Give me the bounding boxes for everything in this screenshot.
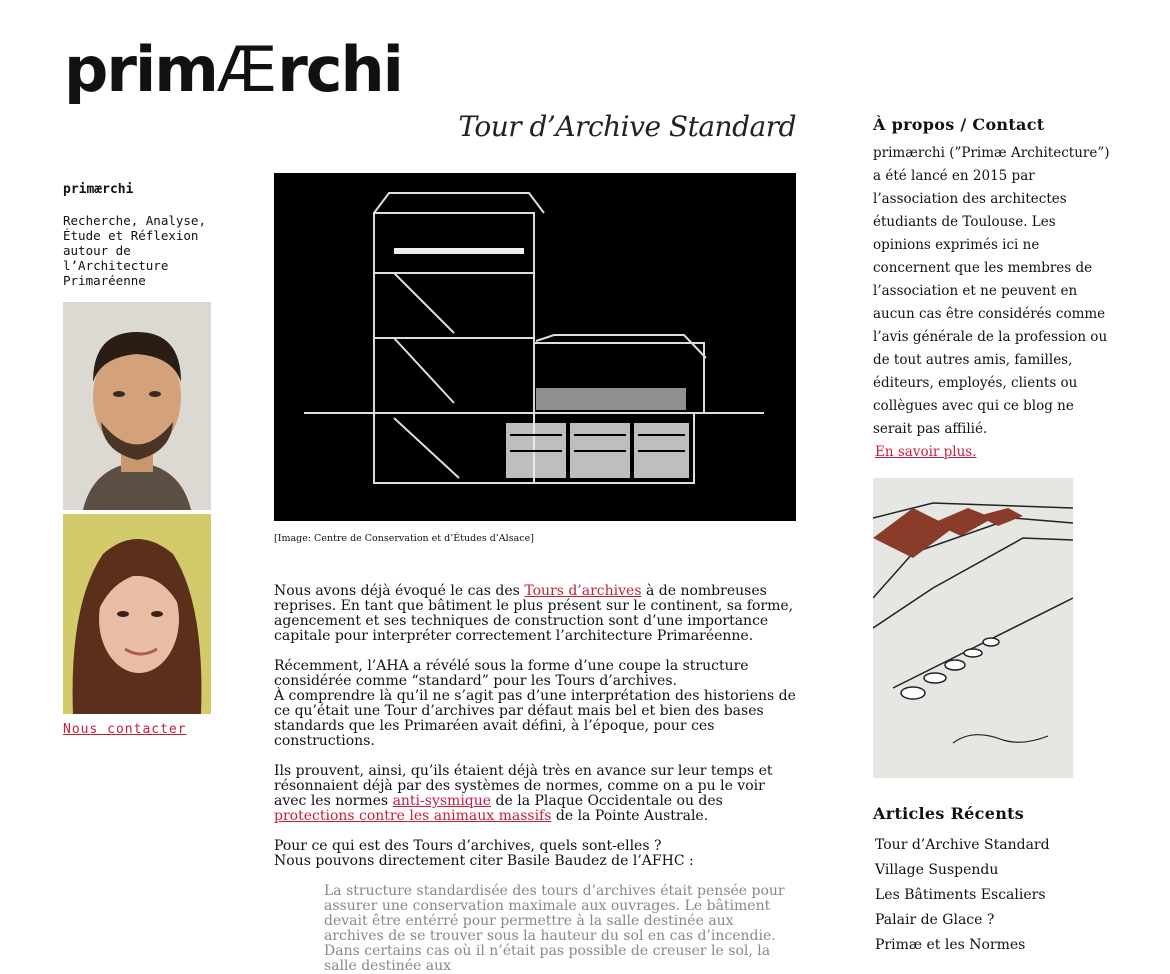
blockquote: La structure standardisée des tours d’archives était pensée pour assurer une conservation maximale aux ouvrages. Le bâtiment devait être entérré pour permettre à la salle destinée aux archives de se trouver sous la hauteur du sol en cas d’incendie. Dans certains cas où il n’était pas possible de creuser le sol, la salle destinée aux — [324, 883, 785, 974]
post-body — [274, 584, 796, 974]
p1-text-after: à de nombreuses reprises. En tant que bâtiment le plus présent sur le continent, sa forme, agencement et ses techniques de construction sont d’une importance capitale pour interpréter correctement l’architecture Primaréenne. — [274, 583, 794, 644]
recent-article-item[interactable]: Palair de Glace ? — [875, 912, 995, 928]
about-text: primærchi (”Primæ Architecture”) a été lancé en 2015 par l’association des architectes étudiants de Toulouse. Les opinions exprimés ici ne concernent que les membres de l’association et ne peuvent en aucun cas être considérés comme l’avis générale de la profession ou de tout autres amis, familles, éditeurs, employés, clients ou collègues avec qui ce blog ne serait pas affilié. — [873, 145, 1110, 437]
logo-ae-ligature: Æ — [216, 33, 272, 106]
right-sidebar — [873, 115, 1113, 958]
paragraph-3 — [274, 764, 796, 824]
site-logo[interactable] — [64, 30, 402, 110]
image-caption: [Image: Centre de Conservation et d’Études d’Alsace] — [274, 533, 534, 544]
p4-line-2: Nous pouvons directement citer Basile Baudez de l’AFHC : — [274, 853, 694, 869]
p2-line-2: À comprendre là qu’il ne s’agit pas d’une interprétation des historiens de ce qu’était une Tour d’archives par défaut mais bel et bien des bases standards que les Primaréen avait défini, à l’époque, pour ces constructions. — [274, 688, 796, 749]
recent-article-item[interactable]: Les Bâtiments Escaliers — [875, 887, 1046, 903]
protections-link[interactable]: protections contre les animaux massifs — [274, 808, 552, 824]
recent-articles-widget — [873, 804, 1113, 958]
left-sidebar — [63, 182, 233, 737]
p3-text-after: de la Pointe Australe. — [551, 808, 709, 824]
paragraph-1 — [274, 584, 796, 644]
contact-link[interactable]: Nous contacter — [63, 722, 187, 737]
about-title: À propos / Contact — [873, 115, 1045, 134]
logo-text-prim: prim — [64, 33, 217, 106]
paragraph-2 — [274, 659, 796, 749]
anti-sysmique-link[interactable]: anti-sysmique — [392, 793, 492, 809]
author-photo-man — [63, 302, 211, 510]
read-more-link[interactable]: En savoir plus. — [875, 444, 977, 460]
recent-articles-title: Articles Récents — [873, 804, 1025, 823]
p2-line-1: Récemment, l’AHA a révélé sous la forme d’une coupe la structure considérée comme “standard” pour les Tours d’archives. — [274, 658, 749, 689]
p1-text-before: Nous avons déjà évoqué le cas des — [274, 583, 525, 599]
archive-tower-section-image — [274, 173, 796, 521]
tours-archives-link[interactable]: Tours d’archives — [524, 583, 642, 599]
recent-article-item[interactable]: Village Suspendu — [875, 862, 999, 878]
man-portrait-illustration — [63, 302, 211, 510]
paragraph-4 — [274, 839, 796, 869]
main-article — [274, 110, 796, 974]
site-name: primærchi — [63, 182, 134, 197]
woman-portrait-illustration — [63, 514, 211, 714]
recent-article-item[interactable]: Primæ et les Normes — [875, 937, 1026, 953]
post-title[interactable]: Tour d’Archive Standard — [458, 110, 796, 143]
recent-articles-list — [875, 833, 1113, 958]
p3-text-before: Ils prouvent, ainsi, qu’ils étaient déjà très en avance sur leur temps et résonnaient déjà par des systèmes de normes, comme on a pu le voir avec les normes — [274, 763, 773, 809]
site-tagline: Recherche, Analyse, Étude et Réflexion autour de l’Architecture Primaréenne — [63, 213, 206, 288]
logo-text-rchi: rchi — [277, 33, 402, 106]
p4-line-1: Pour ce qui est des Tours d’archives, quels sont-elles ? — [274, 838, 662, 854]
p3-text-mid: de la Plaque Occidentale ou des — [491, 793, 723, 809]
recent-article-item[interactable]: Tour d’Archive Standard — [875, 837, 1050, 853]
sketch-illustration[interactable] — [873, 478, 1073, 778]
author-photo-woman — [63, 514, 211, 714]
